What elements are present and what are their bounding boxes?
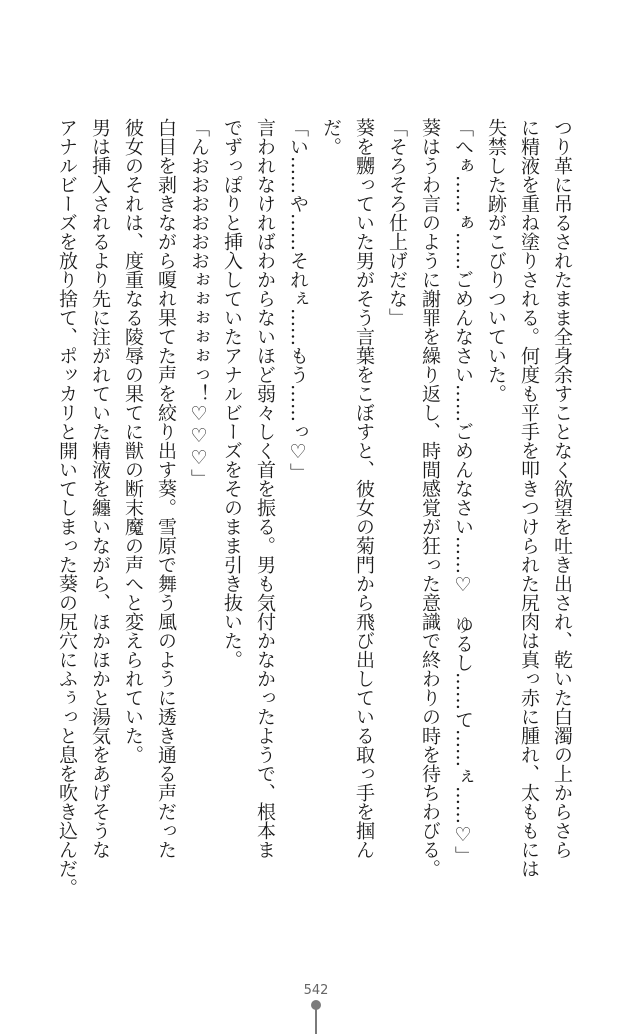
text-line: つり革に吊るされたまま全身余すことなく欲望を吐き出され、乾いた白濁の上からさら — [551, 118, 573, 859]
text-line: 「んおおおおおおぉぉぉぉぉっ！♡♡♡」 — [188, 118, 210, 488]
page-scroll-indicator[interactable] — [310, 1000, 322, 1034]
text-line: 葵はうわ言のように謝罪を繰り返し、時間感覚が狂った意識で終わりの時を待ちわびる。 — [419, 118, 441, 878]
text-line: 男は挿入されるより先に注がれていた精液を纏いながら、ほかほかと湯気をあげそうな — [89, 118, 111, 859]
scroll-track — [315, 1008, 317, 1034]
text-line: 彼女のそれは、度重なる陵辱の果てに獣の断末魔の声へと変えられていた。 — [122, 118, 144, 764]
vertical-text-body — [54, 118, 578, 948]
page-number: 542 — [303, 983, 329, 998]
text-line: 言われなければわからないほど弱々しく首を振る。男も気付かなかったようで、根本ま — [254, 118, 276, 859]
text-line: 白目を剥きながら嗄れ果てた声を絞り出す葵。雪原で舞う風のように透き通る声だった — [155, 118, 177, 859]
text-line: 葵を嬲っていた男がそう言葉をこぼすと、彼女の菊門から飛び出している取っ手を掴ん — [353, 118, 375, 859]
text-line: 失禁した跡がこびりついていた。 — [485, 118, 507, 403]
text-line: だ。 — [320, 118, 342, 156]
text-line: でずっぽりと挿入していたアナルビーズをそのまま引き抜いた。 — [221, 118, 243, 669]
text-line: 「へぁ……ぁ……ごめんなさい……ごめんなさい……♡ ゆるし……て……ぇ……♡」 — [452, 118, 474, 865]
text-line: に精液を重ね塗りされる。何度も平手を叩きつけられた尻肉は真っ赤に腫れ、太ももには — [518, 118, 540, 878]
text-line: 「そろそろ仕上げだな」 — [386, 118, 408, 327]
text-line: 「い……や……それぇ……もう……っ♡」 — [287, 118, 309, 482]
text-line: アナルビーズを放り捨て、ポッカリと開いてしまった葵の尻穴にふぅっと息を吹き込んだ。 — [56, 118, 78, 897]
